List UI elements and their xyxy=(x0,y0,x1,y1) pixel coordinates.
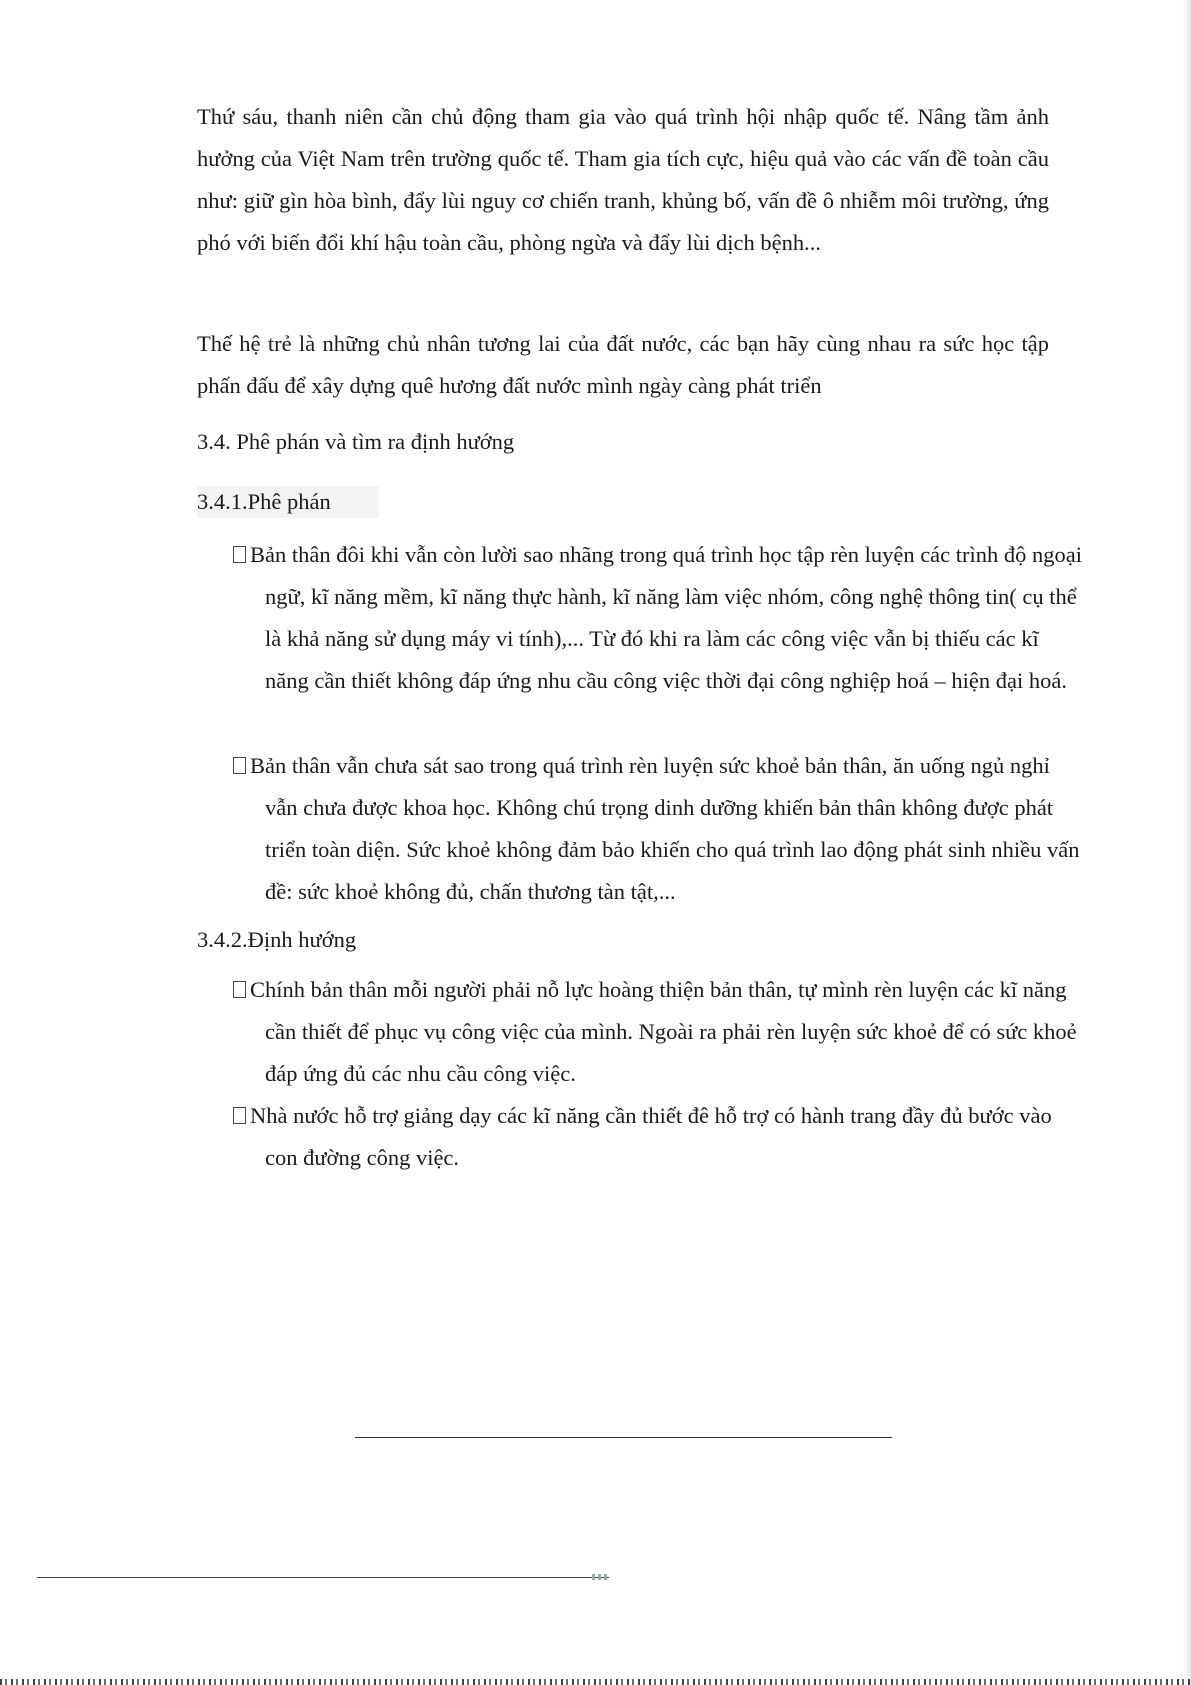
scan-edge-shadow xyxy=(1183,0,1191,1685)
footer-line xyxy=(37,1577,609,1578)
criticism-item-2-text: Bản thân vẫn chưa sát sao trong quá trình rèn luyện sức khoẻ bản thân, ăn uống ngủ nghỉ vẫn chưa được khoa học. Không chú trọng dinh dưỡng khiến bản thân không được phát triển toàn diện. Sức khoẻ không đảm bảo khiến cho quá trình lao động phát sinh nhiều vấn đề: sức khoẻ không đủ, chấn thương tàn tật,... xyxy=(250,753,1080,904)
checkbox-bullet-icon xyxy=(233,546,246,563)
separator-line xyxy=(355,1437,892,1438)
checkbox-bullet-icon xyxy=(233,981,246,998)
checkbox-bullet-icon xyxy=(233,1107,246,1124)
checkbox-bullet-icon xyxy=(233,757,246,774)
footer-dots xyxy=(592,1574,610,1580)
criticism-item-2 xyxy=(233,745,1085,913)
orientation-item-1 xyxy=(233,969,1085,1095)
orientation-item-2-text: Nhà nước hỗ trợ giảng dạy các kĩ năng cần thiết đê hỗ trợ có hành trang đầy đủ bước vào con đường công việc. xyxy=(250,1103,1052,1170)
section-heading-3-4-1: 3.4.1.Phê phán xyxy=(197,489,331,514)
paragraph-international-integration: Thứ sáu, thanh niên cần chủ động tham gia vào quá trình hội nhập quốc tế. Nâng tầm ảnh hưởng của Việt Nam trên trường quốc tế. Tham gia tích cực, hiệu quả vào các vấn đề toàn cầu như: giữ gìn hòa bình, đẩy lùi nguy cơ chiến tranh, khủng bố, vấn đề ô nhiễm môi trường, ứng phó với biến đổi khí hậu toàn cầu, phòng ngừa và đẩy lùi dịch bệnh... xyxy=(197,104,1049,255)
orientation-item-1-text: Chính bản thân mỗi người phải nỗ lực hoàng thiện bản thân, tự mình rèn luyện các kĩ năng cần thiết để phục vụ công việc của mình. Ngoài ra phải rèn luyện sức khoẻ để có sức khoẻ đáp ứng đủ các nhu cầu công việc. xyxy=(250,977,1077,1086)
paragraph-young-generation: Thế hệ trẻ là những chủ nhân tương lai của đất nước, các bạn hãy cùng nhau ra sức học tập phấn đấu để xây dựng quê hương đất nước mình ngày càng phát triển xyxy=(197,331,1049,398)
orientation-item-2 xyxy=(233,1095,1085,1179)
criticism-item-1-text: Bản thân đôi khi vẫn còn lười sao nhãng trong quá trình học tập rèn luyện các trình độ ngoại ngữ, kĩ năng mềm, kĩ năng thực hành, kĩ năng làm việc nhóm, công nghệ thông tin( cụ thể là khả năng sử dụng máy vi tính),... Từ đó khi ra làm các công việc vẫn bị thiếu các kĩ năng cần thiết không đáp ứng nhu cầu công việc thời đại công nghiệp hoá – hiện đại hoá. xyxy=(250,542,1083,693)
section-heading-3-4-2: 3.4.2.Định hướng xyxy=(197,927,357,952)
scan-bottom-edge xyxy=(0,1679,1191,1685)
criticism-item-1 xyxy=(233,534,1085,702)
section-heading-3-4: 3.4. Phê phán và tìm ra định hướng xyxy=(197,429,515,454)
